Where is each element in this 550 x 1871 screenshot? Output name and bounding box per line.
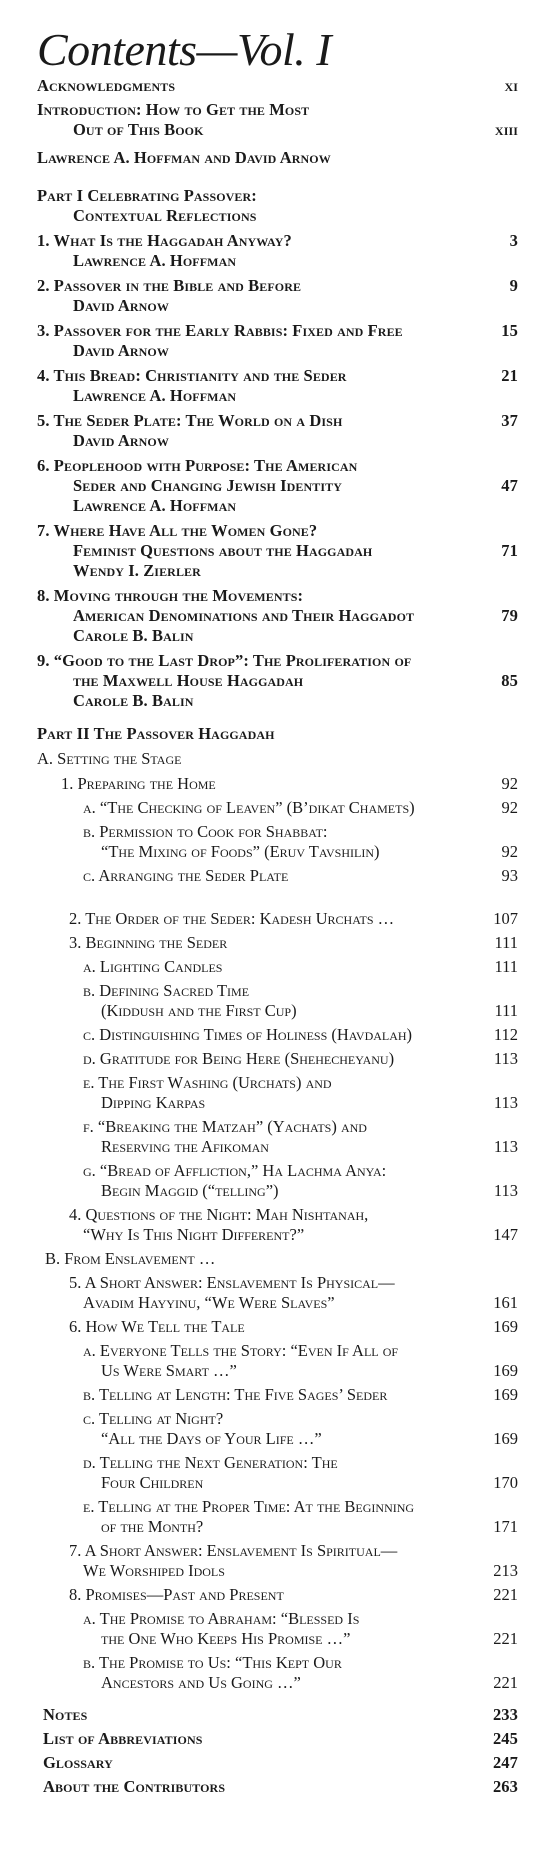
- toc-entry-title: d. Telling the Next Generation: The: [83, 1453, 338, 1472]
- toc-entry-title: 7. Where Have All the Women Gone?: [37, 521, 318, 540]
- toc-entry-title: b. Telling at Length: The Five Sages’ Seder: [83, 1385, 388, 1404]
- toc-entry-title: Wendy I. Zierler: [73, 561, 201, 580]
- toc-entry-title: b. The Promise to Us: “This Kept Our: [83, 1653, 342, 1672]
- toc-entry-title: We Worshiped Idols: [83, 1561, 225, 1580]
- toc-entry-title: 3. Passover for the Early Rabbis: Fixed and Free: [37, 321, 403, 340]
- toc-entry-page: 93: [501, 866, 518, 885]
- toc-entry-page: 161: [493, 1293, 518, 1312]
- toc-entry-page: 111: [494, 1001, 518, 1020]
- toc-entry-title: Ancestors and Us Going …”: [101, 1673, 301, 1692]
- toc-entry-title: f. “Breaking the Matzah” (Yachats) and: [83, 1117, 367, 1136]
- page-title: Contents—Vol. I: [37, 24, 332, 75]
- toc-entry-title: Introduction: How to Get the Most: [37, 100, 310, 119]
- toc-entry-page: 221: [493, 1585, 518, 1604]
- toc-entry-title: David Arnow: [73, 341, 169, 360]
- toc-entry-page: 263: [492, 1777, 518, 1796]
- toc-entry-title: a. The Promise to Abraham: “Blessed Is: [83, 1609, 360, 1628]
- toc-entry-title: Part II The Passover Haggadah: [37, 724, 275, 743]
- toc-entry-page: 113: [493, 1049, 518, 1068]
- toc-entry-page: 113: [493, 1093, 518, 1112]
- toc-entry-title: Contextual Reflections: [73, 206, 257, 225]
- toc-entry-title: 1. Preparing the Home: [61, 774, 216, 793]
- toc-entry-page: 245: [492, 1729, 518, 1748]
- toc-entry-title: Carole B. Balin: [73, 626, 194, 645]
- toc-entry-title: the Maxwell House Haggadah: [73, 671, 304, 690]
- toc-entry-page: 169: [493, 1429, 518, 1448]
- toc-entry-page: 147: [493, 1225, 518, 1244]
- toc-entry-title: the One Who Keeps His Promise …”: [101, 1629, 351, 1648]
- toc-entry-title: Glossary: [43, 1753, 113, 1772]
- toc-entry-page: 85: [501, 671, 518, 690]
- toc-entry-page: 113: [493, 1137, 518, 1156]
- toc-entry-title: List of Abbreviations: [43, 1729, 203, 1748]
- toc-entry-title: Avadim Hayyinu, “We Were Slaves”: [83, 1293, 335, 1312]
- toc-entry-title: a. “The Checking of Leaven” (B’dikat Chamets): [83, 798, 415, 817]
- toc-entry-title: 2. The Order of the Seder: Kadesh Urchats …: [69, 909, 395, 928]
- toc-entry-title: b. Defining Sacred Time: [83, 981, 250, 1000]
- toc-entry-page: 21: [501, 366, 518, 385]
- toc-entry-title: David Arnow: [73, 431, 169, 450]
- toc-entry-title: 4. This Bread: Christianity and the Seder: [37, 366, 347, 385]
- toc-entry-title: “All the Days of Your Life …”: [101, 1429, 322, 1448]
- toc-entry-title: Feminist Questions about the Haggadah: [73, 541, 373, 560]
- toc-entry-page: 111: [494, 933, 518, 952]
- toc-entry-title: About the Contributors: [43, 1777, 226, 1796]
- toc-entry-title: 8. Moving through the Movements:: [37, 586, 304, 605]
- toc-entry-title: “Why Is This Night Different?”: [83, 1225, 305, 1244]
- toc-entry-title: 7. A Short Answer: Enslavement Is Spiritual—: [69, 1541, 398, 1560]
- toc-entry-page: 233: [492, 1705, 518, 1724]
- toc-entry-title: 6. How We Tell the Tale: [69, 1317, 245, 1336]
- toc-entry-page: 169: [493, 1361, 518, 1380]
- toc-entry-page: 170: [493, 1473, 518, 1492]
- toc-entry-title: A. Setting the Stage: [37, 749, 182, 768]
- toc-entry-title: e. Telling at the Proper Time: At the Beginning: [83, 1497, 415, 1516]
- toc-entry-page: 71: [501, 541, 518, 560]
- toc-entry-page: xiii: [494, 120, 518, 139]
- toc-entry-page: 92: [501, 774, 518, 793]
- toc-entry-title: Acknowledgments: [37, 76, 176, 95]
- toc-entry-title: B. From Enslavement …: [45, 1249, 216, 1268]
- toc-entry-title: d. Gratitude for Being Here (Shehecheyanu): [83, 1049, 395, 1068]
- toc-entry-title: David Arnow: [73, 296, 169, 315]
- toc-entry-page: 213: [493, 1561, 518, 1580]
- toc-entry-title: e. The First Washing (Urchats) and: [83, 1073, 332, 1092]
- toc-entry-page: 92: [501, 842, 518, 861]
- toc-entry-title: 8. Promises—Past and Present: [69, 1585, 284, 1604]
- toc-entry-title: Begin Maggid (“telling”): [101, 1181, 279, 1200]
- toc-entry-title: 6. Peoplehood with Purpose: The American: [37, 456, 358, 475]
- toc-entry-title: Carole B. Balin: [73, 691, 194, 710]
- toc-entry-title: Out of This Book: [73, 120, 204, 139]
- toc-entry-title: Lawrence A. Hoffman: [73, 496, 237, 515]
- toc-entry-title: Reserving the Afikoman: [101, 1137, 269, 1156]
- toc-entry-title: g. “Bread of Affliction,” Ha Lachma Anya:: [83, 1161, 387, 1180]
- toc-entry-title: Lawrence A. Hoffman: [73, 386, 237, 405]
- toc-entry-title: 5. The Seder Plate: The World on a Dish: [37, 411, 343, 430]
- toc-entry-page: 112: [493, 1025, 518, 1044]
- toc-entry-title: Dipping Karpas: [101, 1093, 206, 1112]
- toc-entry-page: 37: [501, 411, 518, 430]
- toc-entry-title: Notes: [43, 1705, 88, 1724]
- toc-entry-page: 9: [509, 276, 518, 295]
- toc-entry-title: 2. Passover in the Bible and Before: [37, 276, 302, 295]
- toc-entry-title: 9. “Good to the Last Drop”: The Proliferation of: [37, 651, 412, 670]
- toc-entry-title: 5. A Short Answer: Enslavement Is Physical—: [69, 1273, 395, 1292]
- toc-entry-page: 169: [493, 1317, 518, 1336]
- toc-entry-title: Four Children: [101, 1473, 204, 1492]
- toc-entry-title: c. Distinguishing Times of Holiness (Havdalah): [83, 1025, 413, 1044]
- toc-entry-title: Seder and Changing Jewish Identity: [73, 476, 343, 495]
- toc-entry-page: 169: [493, 1385, 518, 1404]
- toc-entry-title: a. Lighting Candles: [83, 957, 223, 976]
- toc-entry-title: American Denominations and Their Haggadot: [73, 606, 415, 625]
- toc-entry-page: 247: [492, 1753, 518, 1772]
- toc-entry-page: 113: [493, 1181, 518, 1200]
- toc-entry-title: “The Mixing of Foods” (Eruv Tavshilin): [101, 842, 380, 861]
- toc-entry-page: 47: [501, 476, 518, 495]
- toc-entry-title: of the Month?: [101, 1517, 204, 1536]
- toc-entry-page: 221: [493, 1629, 518, 1648]
- toc-entry-title: c. Telling at Night?: [83, 1409, 224, 1428]
- toc-entry-page: 171: [493, 1517, 518, 1536]
- toc-entry-page: 111: [494, 957, 518, 976]
- toc-entry-page: 3: [509, 231, 518, 250]
- toc-entry-title: b. Permission to Cook for Shabbat:: [83, 822, 328, 841]
- toc-entry-title: Part I Celebrating Passover:: [37, 186, 257, 205]
- toc-entry-title: 3. Beginning the Seder: [69, 933, 228, 952]
- toc-entry-title: Us Were Smart …”: [101, 1361, 237, 1380]
- toc-entry-title: Lawrence A. Hoffman: [73, 251, 237, 270]
- toc-entry-title: a. Everyone Tells the Story: “Even If All of: [83, 1341, 399, 1360]
- toc-entry-title: (Kiddush and the First Cup): [101, 1001, 297, 1020]
- toc-entry-page: 15: [501, 321, 518, 340]
- toc-entry-page: 221: [493, 1673, 518, 1692]
- toc-entry-title: c. Arranging the Seder Plate: [83, 866, 289, 885]
- toc-entry-page: 92: [501, 798, 518, 817]
- toc-entry-page: 79: [501, 606, 518, 625]
- toc-entry-title: 4. Questions of the Night: Mah Nishtanah,: [69, 1205, 369, 1224]
- toc-entry-page: 107: [493, 909, 518, 928]
- toc-entry-title: 1. What Is the Haggadah Anyway?: [37, 231, 292, 250]
- toc-entry-page: xi: [504, 76, 518, 95]
- toc-entry-title: Lawrence A. Hoffman and David Arnow: [37, 148, 331, 167]
